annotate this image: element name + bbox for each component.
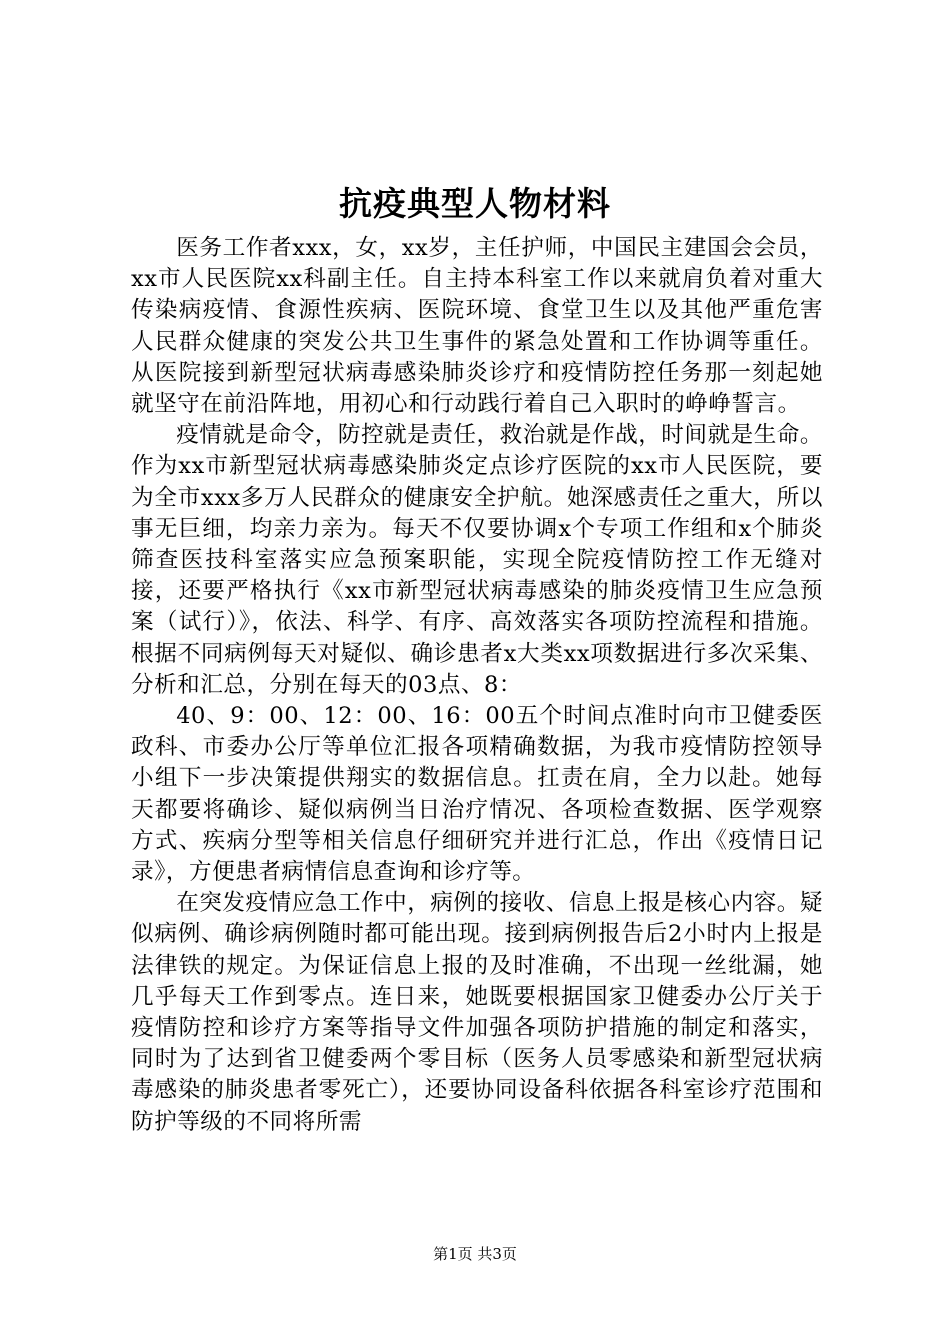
document-body <box>131 233 823 1138</box>
paragraph: 疫情就是命令，防控就是责任，救治就是作战，时间就是生命。作为xx市新型冠状病毒感染肺炎定点诊疗医院的xx市人民医院，要为全市xxx多万人民群众的健康安全护航。她深感责任之重大，所以事无巨细，均亲力亲为。每天不仅要协调x个专项工作组和x个肺炎筛查医技科室落实应急预案职能，实现全院疫情防控工作无缝对接，还要严格执行《xx市新型冠状病毒感染的肺炎疫情卫生应急预案（试行）》，依法、科学、有序、高效落实各项防控流程和措施。根据不同病例每天对疑似、确诊患者x大类xx项数据进行多次采集、分析和汇总，分别在每天的03点、8： <box>131 422 823 698</box>
paragraph: 医务工作者xxx，女，xx岁，主任护师，中国民主建国会会员，xx市人民医院xx科副主任。自主持本科室工作以来就肩负着对重大传染病疫情、食源性疾病、医院环境、食堂卫生以及其他严重危害人民群众健康的突发公共卫生事件的紧急处置和工作协调等重任。从医院接到新型冠状病毒感染肺炎诊疗和疫情防控任务那一刻起她就坚守在前沿阵地，用初心和行动践行着自己入职时的峥峥誓言。 <box>131 235 823 418</box>
paragraph: 在突发疫情应急工作中，病例的接收、信息上报是核心内容。疑似病例、确诊病例随时都可能出现。接到病例报告后2小时内上报是法律铁的规定。为保证信息上报的及时准确，不出现一丝纰漏，她几乎每天工作到零点。连日来，她既要根据国家卫健委办公厅关于疫情防控和诊疗方案等指导文件加强各项防护措施的制定和落实，同时为了达到省卫健委两个零目标（医务人员零感染和新型冠状病毒感染的肺炎患者零死亡），还要协同设备科依据各科室诊疗范围和防护等级的不同将所需 <box>131 890 823 1135</box>
document-title: 抗疫典型人物材料 <box>339 184 611 223</box>
paragraph: 40、9：00、12：00、16：00五个时间点准时向市卫健委医政科、市委办公厅等单位汇报各项精确数据，为我市疫情防控领导小组下一步决策提供翔实的数据信息。扛责在肩，全力以赴。她每天都要将确诊、疑似病例当日治疗情况、各项检查数据、医学观察方式、疾病分型等相关信息仔细研究并进行汇总，作出《疫情日记录》，方便患者病情信息查询和诊疗等。 <box>131 703 823 886</box>
page-footer: 第1页 共3页 <box>433 1245 517 1263</box>
